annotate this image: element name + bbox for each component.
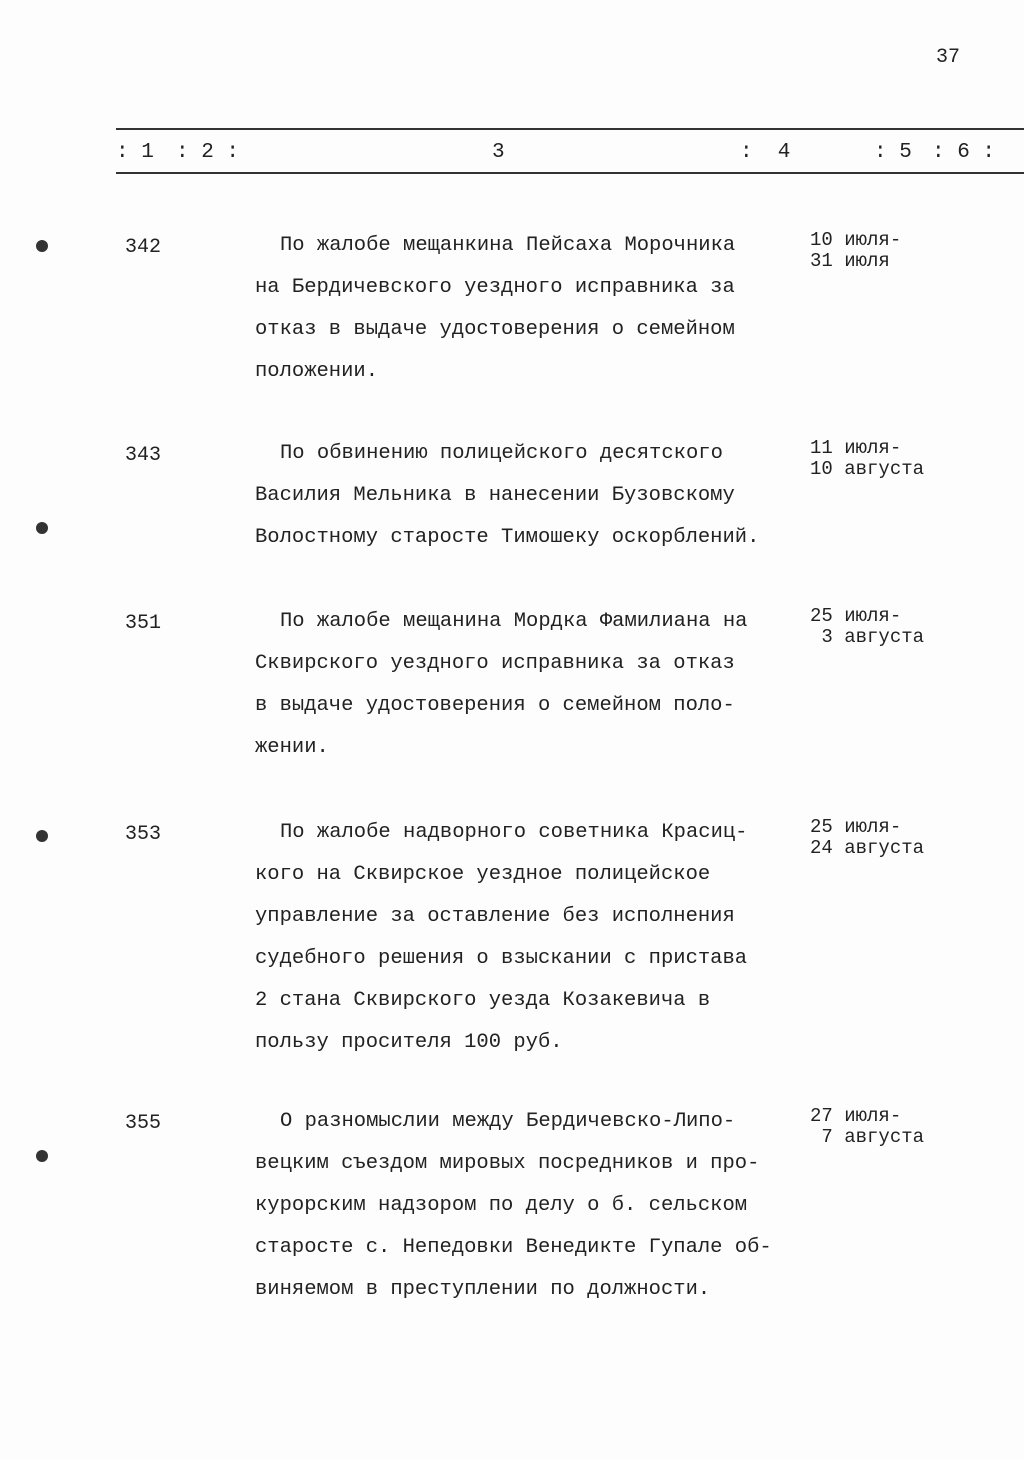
date-line: 11 июля- [810,437,902,459]
entry-number: 355 [125,1112,162,1135]
header-bottom-rule [116,172,1024,174]
date-line: 27 июля- [810,1105,902,1127]
description-line: виняемом в преступлении по должности. [255,1278,711,1301]
date-line: 10 июля- [810,229,902,251]
description-line: По обвинению полицейского десятского [280,442,723,465]
description-line: По жалобе мещанкина Пейсаха Морочника [280,234,736,257]
entry-dates [810,817,924,859]
date-line: 31 июля [810,250,890,272]
description-line: на Бердичевского уездного исправника за [255,276,735,299]
entry-description [255,812,747,1064]
entry-dates [810,1106,924,1148]
description-line: отказ в выдаче удостоверения о семейном [255,318,735,341]
description-line: старосте с. Непедовки Венедикте Гупале об- [255,1236,772,1259]
entry-number: 351 [125,612,162,635]
punch-hole-mark [36,522,48,534]
date-line: 24 августа [810,837,925,859]
punch-hole-mark [36,240,48,252]
column-header-4: : 4 [740,141,791,164]
date-line: 3 августа [810,626,925,648]
entry-dates [810,606,924,648]
entry-dates [810,230,901,272]
entry-number: 343 [125,444,162,467]
punch-hole-mark [36,1150,48,1162]
column-header-2: : 2 : [176,141,240,164]
description-line: положении. [255,360,379,383]
date-line: 25 июля- [810,816,902,838]
entry-description [255,433,759,559]
description-line: управление за оставление без исполнения [255,905,735,928]
page-number: 37 [936,46,961,69]
description-line: Василия Мельника в нанесении Бузовскому [255,484,735,507]
date-line: 7 августа [810,1126,925,1148]
entry-dates [810,438,924,480]
column-header-6: : 6 : [932,141,996,164]
header-top-rule [116,128,1024,130]
entry-description [255,601,747,769]
column-header-5: : 5 [874,141,912,164]
description-line: По жалобе надворного советника Красиц- [280,821,748,844]
description-line: 2 стана Сквирского уезда Козакевича в [255,989,711,1012]
description-line: вецким съездом мировых посредников и про- [255,1152,760,1175]
entry-description [255,225,735,393]
date-line: 10 августа [810,458,925,480]
description-line: судебного решения о взыскании с пристава [255,947,748,970]
entry-number: 353 [125,823,162,846]
punch-hole-mark [36,830,48,842]
description-line: в выдаче удостоверения о семейном поло- [255,694,735,717]
description-line: По жалобе мещанина Мордка Фамилиана на [280,610,748,633]
description-line: Сквирского уездного исправника за отказ [255,652,735,675]
date-line: 25 июля- [810,605,902,627]
description-line: Волостному старосте Тимошеку оскорблений. [255,526,760,549]
column-header-1: : 1 [116,141,154,164]
description-line: жении. [255,736,329,759]
description-line: курорским надзором по делу о б. сельском [255,1194,748,1217]
description-line: кого на Сквирское уездное полицейское [255,863,711,886]
column-header-3: 3 [492,141,505,164]
entry-number: 342 [125,236,162,259]
description-line: О разномыслии между Бердичевско-Липо- [280,1110,736,1133]
description-line: пользу просителя 100 руб. [255,1031,563,1054]
entry-description [255,1101,772,1311]
